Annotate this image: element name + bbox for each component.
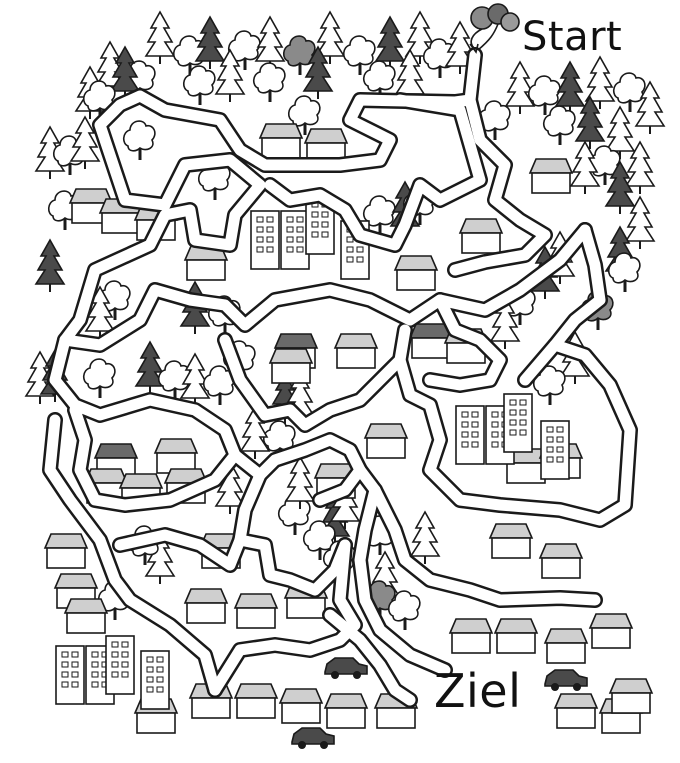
start-balloons-icon (470, 4, 519, 52)
finish-label: Ziel (434, 664, 522, 718)
start-label: Start (522, 14, 623, 60)
